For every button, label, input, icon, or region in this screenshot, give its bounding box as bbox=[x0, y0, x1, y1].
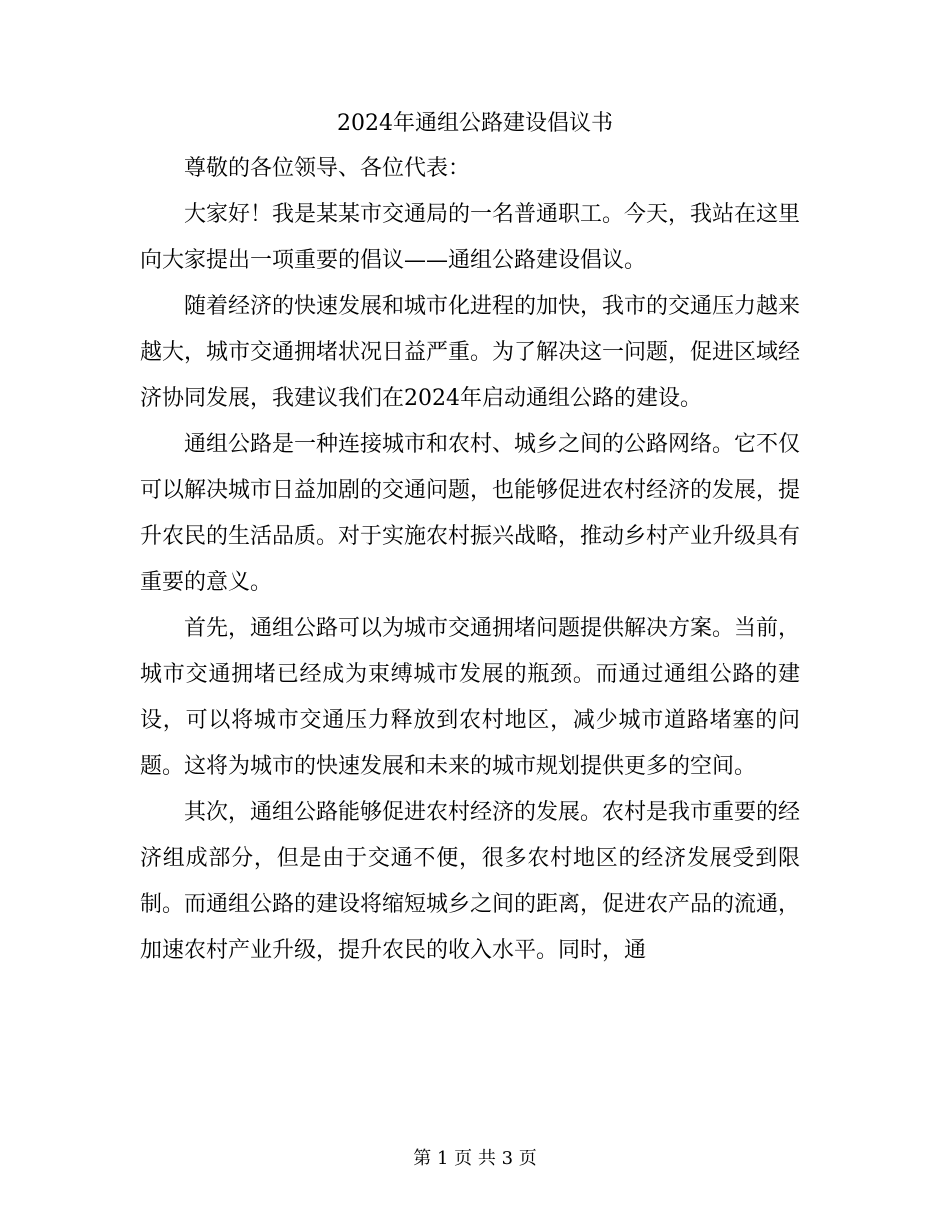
definition-paragraph: 通组公路是一种连接城市和农村、城乡之间的公路网络。它不仅可以解决城市日益加剧的交通问题，也能够促进农村经济的发展，提升农民的生活品质。对于实施农村振兴战略，推动乡村产业升级具有重要的意义。 bbox=[140, 432, 801, 595]
first-point-paragraph: 首先，通组公路可以为城市交通拥堵问题提供解决方案。当前，城市交通拥堵已经成为束缚城市发展的瓶颈。而通过通组公路的建设，可以将城市交通压力释放到农村地区，减少城市道路堵塞的问题。这将为城市的快速发展和未来的城市规划提供更多的空间。 bbox=[140, 616, 801, 779]
page-number: 第 1 页 共 3 页 bbox=[413, 1148, 537, 1169]
document-title: 2024年通组公路建设倡议书 bbox=[337, 111, 613, 136]
background-paragraph: 随着经济的快速发展和城市化进程的加快，我市的交通压力越来越大，城市交通拥堵状况日益严重。为了解决这一问题，促进区域经济协同发展，我建议我们在2024年启动通组公路的建设。 bbox=[140, 294, 801, 411]
second-point-paragraph: 其次，通组公路能够促进农村经济的发展。农村是我市重要的经济组成部分，但是由于交通不便，很多农村地区的经济发展受到限制。而通组公路的建设将缩短城乡之间的距离，促进农产品的流通，加速农村产业升级，提升农民的收入水平。同时，通 bbox=[140, 800, 801, 963]
intro-paragraph: 大家好！我是某某市交通局的一名普通职工。今天，我站在这里向大家提出一项重要的倡议——通组公路建设倡议。 bbox=[140, 202, 801, 273]
page-footer bbox=[0, 1144, 950, 1174]
document-body bbox=[140, 146, 800, 974]
salutation-paragraph: 尊敬的各位领导、各位代表： bbox=[184, 156, 471, 181]
